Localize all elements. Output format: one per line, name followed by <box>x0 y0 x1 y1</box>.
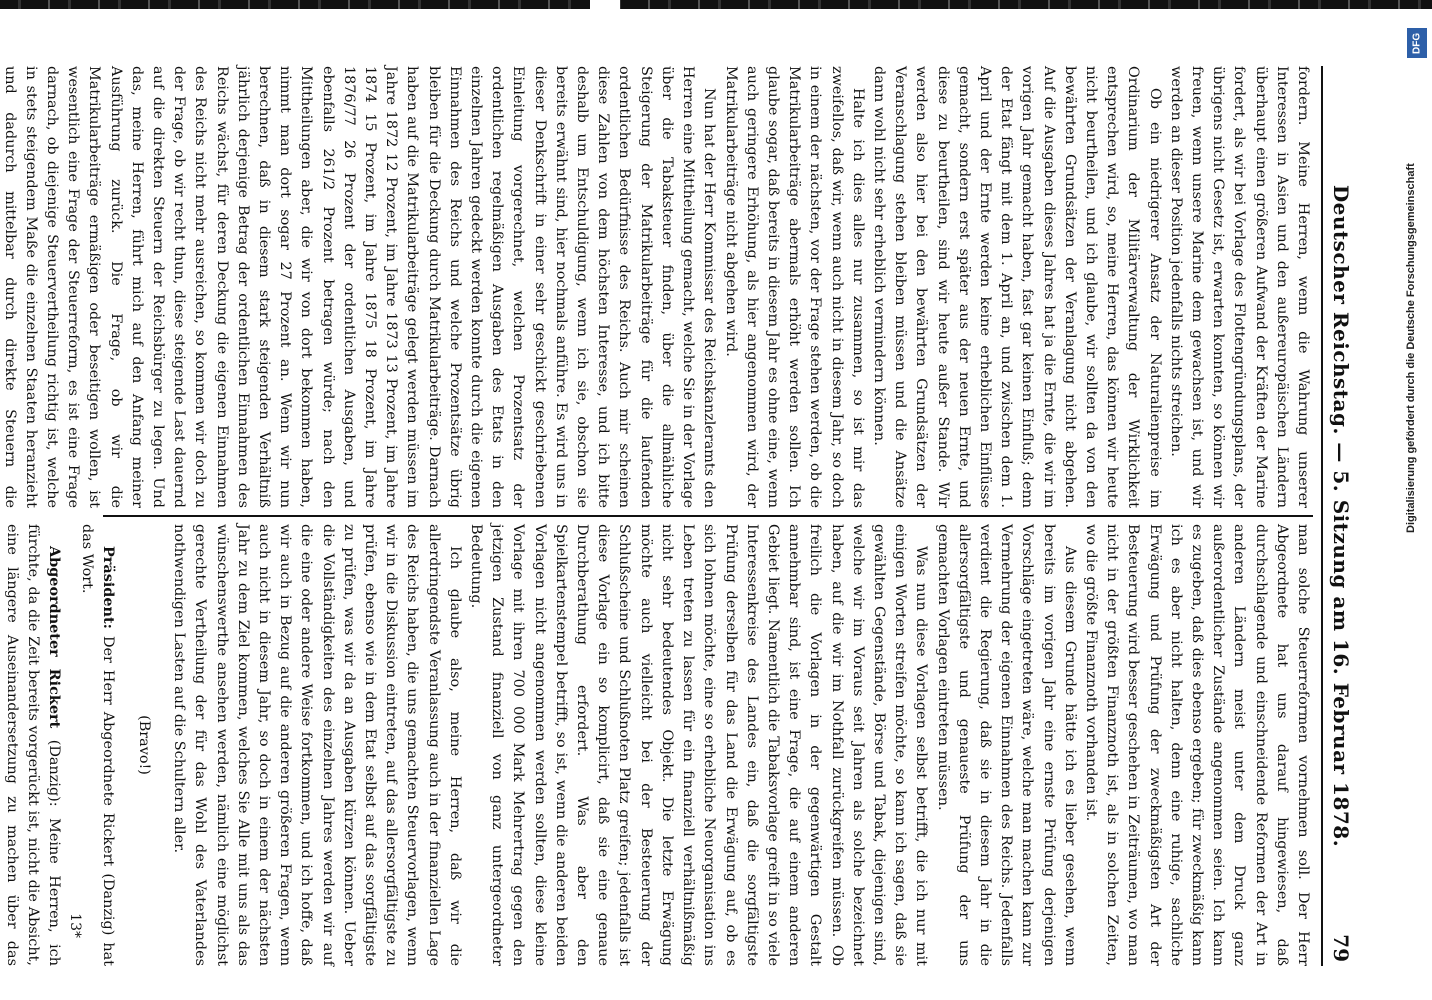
right-paragraph: Ich glaube also, meine Herren, daß wir die allerdringendste Veranlassung auch in der finanziellen Lage des Reichs haben, die uns gemachten Steuervorlagen, wenn wir in die Diskussion eintreten, auf das allersorgfältigste zu prüfen, ebenso wie in dem Etat selbst auf das sorgfältigste zu prüfen, was wir da an Ausgaben kürzen können. Ueber die Vollständigkeiten des einzelnen Jahres werden wir auf die eine oder andere Weise fortkommen, und ich hoffe, daß wir auch in Bezug auf die anderen größeren Fragen, wenn auch nicht in diesem Jahr, so doch in einem der nächsten Jahr zu dem Ziel kommen, welches Sie Alle mit uns als das wünschenswerthe ansehen werden, nämlich eine möglichst gerechte Vertheilung der für das Wohl des Vaterlandes nothwendigen Lasten auf die Schultern aller. <box>171 524 463 966</box>
right-paragraph: Aus diesem Grunde hätte ich es lieber gesehen, wenn bereits im vorigen Jahr eine ernste Prüfung derjenigen Vorschläge eingetreten wäre, welche man machen kann zur Vermehrung der eigenen Einnahmen des Reichs. Jedenfalls verdient die Regierung, daß sie in diesem Jahr in die allersorgfältigste und genaueste Prüfung der uns gemachten Vorlagen eintreten müssen. <box>934 524 1078 966</box>
page-number: 79 <box>1329 934 1353 962</box>
left-paragraph: Ob ein niedrigerer Ansatz der Naturalienpreise im Ordinarium der Militärverwaltung der Wirklichkeit entsprechen wird, so, meine Herren, das können wir heute nicht beurtheilen, und ich glaube, wir sollten da von den bewährten Grundsätzen der Veranlagung nicht abgehen. Auf die Ausgaben dieses Jahres hat ja die Ernte, die wir im vorigen Jahr gemacht haben, fast gar keinen Einfluß; denn der Etat fängt mit dem 1. April an, und zwischen dem 1. April und der Ernte werden keine erheblichen Einflüsse gemacht, sondern erst später aus der neuen Ernte, und diese zu beurtheilen, sind wir heute außer Stande. Wir werden also hier bei den bewährten Grundsätzen der Veranschlagung stehen bleiben müssen und die Ansätze dann wohl nicht sehr erheblich vermindern können. <box>870 66 1163 508</box>
president-paragraph <box>75 524 118 966</box>
applause-note: (Bravo!) <box>136 715 153 775</box>
right-paragraph: Was nun diese Vorlagen selbst betrifft, die ich nur mit einigen Worten streifen möchte, so kann ich sagen, daß sie gewählten Gegenstände, Börse und Tabak, diejenigen sind, welche wir im Voraus seit Jahren als solche bezeichnet haben, auf die wir im Nothfall zurückgreifen müssen. Ob freilich die Vorlagen in der gegenwärtigen Gestalt annehmbar sind, ist eine Frage, die auf einem anderen Gebiet liegt. Namentlich die Tabaksvorlage greift in so viele Interessenkreise des Landes ein, daß die sorgfältigste Prüfung derselben für das Land die Erwägung auf, ob es sich lohnen möchte, eine so erhebliche Neuorganisation ins Leben treten zu lassen für ein finanziell verhältnißmäßig nicht sehr bedeutendes Objekt. Die letzte Erwägung möchte auch vielleicht bei der Besteuerung der Schlußscheine und Schlußnoten Platz greifen; jedenfalls ist diese Vorlage ein so komplicirt, daß sie eine genaue Durchberathung erfordert. Was aber den Spielkartenstempel betrifft, so ist, wenn die anderen beiden Vorlagen nicht angenommen werden sollten, diese kleine Vorlage mit ihren 700 000 Mark Mehrertrag gegen den jetzigen Zustand finanziell von ganz untergeordneter Bedeutung. <box>468 524 930 966</box>
digitization-sidebar <box>1405 28 1429 1000</box>
speaker-label: Abgeordneter Rickert <box>46 546 64 729</box>
scan-top-band <box>0 0 1432 9</box>
document-page <box>1 66 1357 966</box>
left-paragraph: Halte ich dies alles nur zusammen, so ist mir das zweifellos, daß wir, wenn auch nicht in diesem Jahr, so doch in einem der nächsten, vor der Frage stehen werden, ob die Matrikularbeiträge abermals erhöht werden sollen. Ich glaube sogar, daß bereits in diesem Jahr es ohne eine, wenn auch geringere Erhöhung, als hier angenommen wird, der Matrikularbeiträge nicht abgehen wird. <box>722 66 866 508</box>
left-column <box>1 66 1313 508</box>
speaker-paragraph <box>0 524 65 966</box>
page-header <box>1321 66 1357 966</box>
president-label: Präsident: <box>99 546 117 629</box>
president-text: Der Herr Abgeordnete Rickert (Danzig) hat das Wort. <box>78 524 116 966</box>
right-paragraph: man solche Steuerreformen vornehmen soll. Der Herr Abgeordnete hat uns darauf hingewiesen, daß durchschlagende und einschneidende Reformen der Art in anderen Ländern meist unter dem Druck ganz außerordentlicher Zustände angenommen seien. Ich kann es zugeben, daß dies ebenso ergeben; für zweckmäßig kann ich es aber nicht halten, denn eine ruhige, sachliche Erwägung und Prüfung der zweckmäßigsten Art der Besteuerung wird besser geschehen in Zeiträumen, wo man nicht in der größten Finanznoth ist, als in solchen Zeiten, wo die größte Finanznoth vorhanden ist. <box>1082 524 1311 966</box>
left-paragraph: fordern. Meine Herren, wenn die Wahrung unserer Interessen in Asien und den außereuropäischen Ländern überhaupt einen größeren Aufwand der Kräften der Marine fordert, als wir bei Vorlage des Flottengründungsplans, der übrigens nicht Gesetz ist, erwarten konnten, so können wir freuen, wenn unsere Marine dem gewachsen ist, und wir werden an dieser Position jedenfalls nichts streichen. <box>1167 66 1311 508</box>
column-rule <box>103 515 1313 517</box>
scan-top-band-gap <box>590 0 620 9</box>
left-paragraph: Nun hat der Herr Kommissar des Reichskanzleramts den Herren eine Mittheilung gemacht, welche Sie in der Vorlage über die Tabaksteuer finden, über die allmähliche Steigerung der Matrikularbeiträge für die laufenden ordentlichen Bedürfnisse des Reichs. Auch mir scheinen diese Zahlen von dem höchsten Interesse, und ich bitte deshalb um Entschuldigung, wenn ich sie, obschon sie bereits erwähnt sind, hier nochmals anführe. Es wird uns in dieser Denkschrift in einer sehr geschickt geschriebenen Einleitung vorgerechnet, welchen Prozentsatz der ordentlichen regelmäßigen Ausgaben des Etats in den einzelnen Jahren gedeckt werden konnte durch die eigenen Einnahmen des Reichs und welche Prozentsätze übrig bleiben für die Deckung durch Matrikularbeiträge. Darnach haben auf die Matrikularbeiträge gelegt werden müssen im Jahre 1872 12 Prozent, im Jahre 1873 13 Prozent, im Jahre 1874 15 Prozent, im Jahre 1875 18 Prozent, im Jahre 1876/77 26 Prozent der ordentlichen Ausgaben, und ebenfalls 261/2 Prozent betragen würde; nach den Mittheilungen aber, die wir von dort bekommen haben, nimmt man dort sogar 27 Prozent an. Wenn wir nun berechnen, daß in diesem stark steigenden Verhältniß jährlich derjenige Betrag der ordentlichen Einnahmen des Reichs wächst, für deren Deckung die eigenen Einnahmen des Reichs nicht mehr ausreichen, so kommen wir doch zu der Frage, ob wir recht thun, diese steigende Last dauernd auf die direkten Steuern der Reichsbürger zu legen. Und das, meine Herren, führt mich auf den Anfang meiner Ausführung zurück. Die Frage, ob wir die Matrikularbeiträge ermäßigen oder beseitigen wollen, ist wesentlich eine Frage der Steuerreform, es ist eine Frage darnach, ob diejenige Steuervertheilung richtig ist, welche in stets steigendem Maße die einzelnen Staaten heranzieht und dadurch mittelbar durch direkte Steuern die <box>1 66 718 508</box>
speaker-text: (Danzig): Meine Herren, ich fürchte, da die Zeit bereits vorgerückt ist, nicht die Absicht, eine längere Auseinandersetzung zu machen über das <box>4 524 63 966</box>
page-title: Deutscher Reichstag. — 5. Sitzung am 16. Februar 1878. <box>1329 184 1353 848</box>
dfg-logo: DFG <box>1407 28 1427 58</box>
spacer <box>65 524 75 966</box>
funding-credit: Digitalisierung gefördert durch die Deutsche Forschungsgemeinschaft <box>1405 163 1417 533</box>
signature-mark: 13* <box>67 913 83 938</box>
